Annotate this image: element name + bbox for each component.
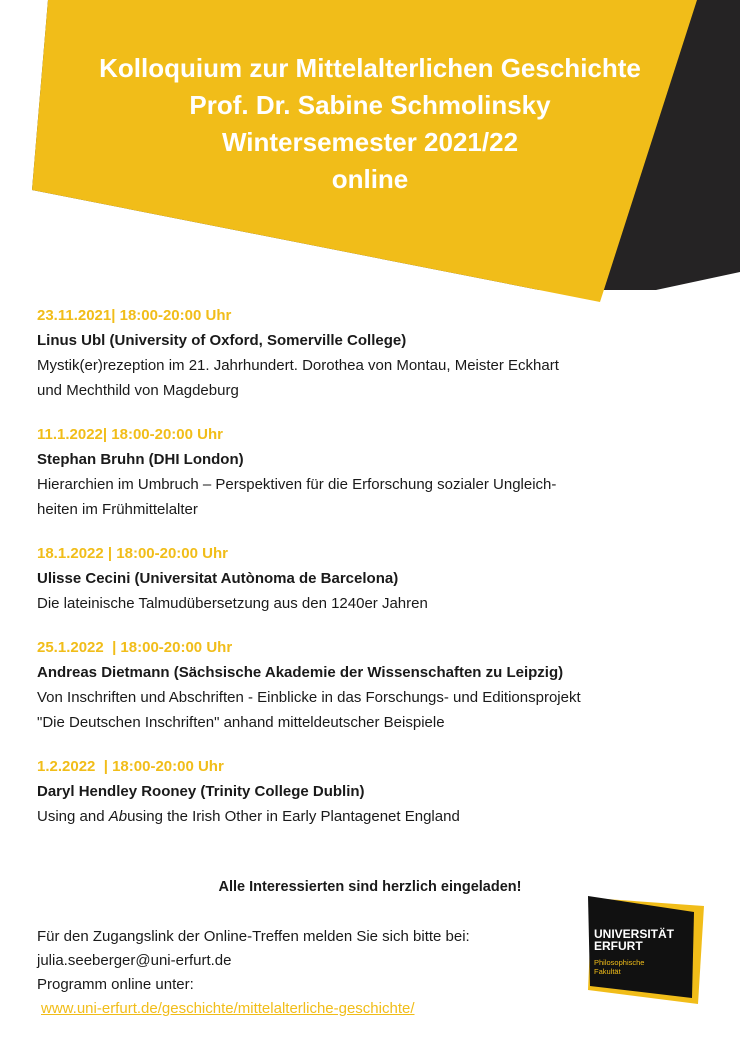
event-speaker: Daryl Hendley Rooney (Trinity College Dublin) — [37, 783, 365, 800]
logo-line-2: ERFURT — [594, 939, 643, 953]
logo-line-1: UNIVERSITÄT — [594, 927, 675, 941]
event-title: Die lateinische Talmudübersetzung aus den 1240er Jahren — [37, 595, 428, 612]
event-title: Von Inschriften und Abschriften - Einblicke in das Forschungs- und Editionsprojekt "Die Deutschen Inschriften" anhand mitteldeutscher Beispiele — [37, 689, 581, 731]
event-item — [37, 541, 727, 616]
university-logo — [588, 894, 704, 1004]
contact-email[interactable]: julia.seeberger@uni-erfurt.de — [37, 952, 232, 969]
event-date: 1.2.2022 | 18:00-20:00 Uhr — [37, 758, 224, 775]
logo-line-4: Fakultät — [594, 967, 621, 976]
event-date: 25.1.2022 | 18:00-20:00 Uhr — [37, 639, 233, 656]
event-item — [37, 422, 727, 522]
event-speaker: Andreas Dietmann (Sächsische Akademie der Wissenschaften zu Leipzig) — [37, 664, 564, 681]
event-title: Mystik(er)rezeption im 21. Jahrhundert. Dorothea von Montau, Meister Eckhart und Mechthild von Magdeburg — [37, 357, 559, 399]
event-list — [37, 303, 727, 848]
event-date: 23.11.2021| 18:00-20:00 Uhr — [37, 307, 232, 324]
event-item — [37, 754, 727, 829]
event-speaker: Stephan Bruhn (DHI London) — [37, 451, 244, 468]
event-speaker: Ulisse Cecini (Universitat Autònoma de Barcelona) — [37, 570, 399, 587]
event-title: Using and Abusing the Irish Other in Early Plantagenet England — [37, 808, 460, 825]
program-label: Programm online unter: — [37, 976, 194, 993]
title-line-4: online — [331, 164, 409, 194]
title-line-1: Kolloquium zur Mittelalterlichen Geschichte — [99, 53, 641, 83]
event-item — [37, 303, 727, 403]
event-date: 18.1.2022 | 18:00-20:00 Uhr — [37, 545, 228, 562]
event-speaker: Linus Ubl (University of Oxford, Somerville College) — [37, 332, 407, 349]
logo-line-3: Philosophische — [594, 958, 645, 967]
header-title — [0, 50, 740, 198]
event-item — [37, 635, 727, 735]
contact-instruction: Für den Zugangslink der Online-Treffen melden Sie sich bitte bei: — [37, 928, 470, 945]
invitation-text: Alle Interessierten sind herzlich eingeladen! — [218, 879, 522, 895]
contact-block — [37, 925, 577, 1021]
title-line-3: Wintersemester 2021/22 — [221, 127, 519, 157]
title-line-2: Prof. Dr. Sabine Schmolinsky — [189, 90, 551, 120]
program-link[interactable]: www.uni-erfurt.de/geschichte/mittelalterliche-geschichte/ — [41, 1000, 415, 1017]
event-date: 11.1.2022| 18:00-20:00 Uhr — [37, 426, 223, 443]
event-title: Hierarchien im Umbruch – Perspektiven für die Erforschung sozialer Ungleich- heiten im Frühmittelalter — [37, 476, 557, 518]
